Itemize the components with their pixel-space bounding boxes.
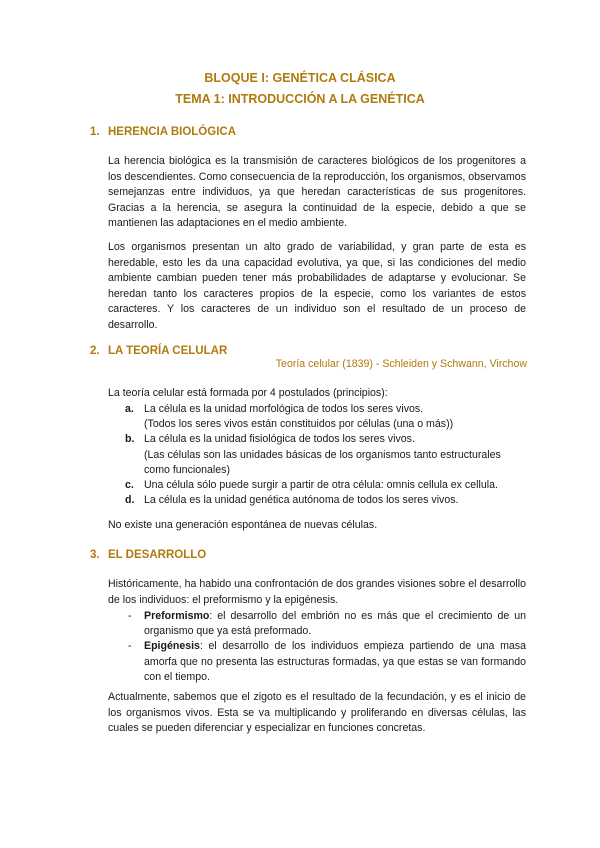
section-heading-desarrollo <box>90 549 206 561</box>
paragraph: Los organismos presentan un alto grado de variabilidad, y gran parte de esta es heredable, esto les da una capacidad evolutiva, ya que, si las condiciones del medio ambiente cambian pueden tener más probabilidades de adaptarse y evolucionar. Se heredan tanto los caracteres propios de la especie, como los variantes de estos caracteres. Y los caracteres de un individuo son el resultado de un proceso de desarrollo. <box>108 241 526 331</box>
section-number: 1. <box>90 126 100 138</box>
section-title: HERENCIA BIOLÓGICA <box>108 126 236 138</box>
list-item-note: (Las células son las unidades básicas de los organismos tanto estructurales como funcionales) <box>144 448 501 476</box>
section-title: LA TEORÍA CELULAR <box>108 345 228 357</box>
section-number: 3. <box>90 549 100 561</box>
list-item-text: La célula es la unidad genética autónoma de todos los seres vivos. <box>144 494 459 507</box>
reference-note: Teoría celular (1839) - Schleiden y Schwann, Virchow <box>275 358 527 370</box>
section-number: 2. <box>90 345 100 357</box>
definition: : el desarrollo del embrión no es más que el crecimiento de un organismo que ya está preformado. <box>144 610 526 638</box>
list-item <box>108 639 526 685</box>
views-list <box>108 609 526 685</box>
list-item-text: La célula es la unidad morfológica de todos los seres vivos. <box>144 403 424 415</box>
section-title: EL DESARROLLO <box>108 549 207 561</box>
definition: : el desarrollo de los individuos empieza partiendo de una masa amorfa que no presenta las estructuras formadas, ya que estas se van formando con el tiempo. <box>144 640 526 683</box>
topic-title: TEMA 1: INTRODUCCIÓN A LA GENÉTICA <box>175 92 425 106</box>
postulates-list <box>108 402 526 508</box>
list-marker: - <box>128 610 132 622</box>
list-item <box>108 478 526 493</box>
list-item <box>108 432 526 478</box>
list-item <box>108 493 526 508</box>
section-heading-herencia <box>90 126 236 138</box>
list-marker: b. <box>125 433 135 446</box>
paragraph: La herencia biológica es la transmisión de caracteres biológicos de los progenitores a los descendientes. Como consecuencia de la reproducción, los organismos, observamos semejanzas entre individuos, ya que heredan características de sus progenitores. Gracias a la herencia, se asegura la continuidad de la especie, debido a que se mantienen las adaptaciones en el medio ambiente. <box>108 155 526 230</box>
list-marker: a. <box>125 403 134 415</box>
list-item-text: Una célula sólo puede surgir a partir de otra célula: omnis cellula ex cellula. <box>144 479 498 492</box>
list-item <box>108 402 526 432</box>
term: Preformismo <box>144 610 210 622</box>
section-heading-teoria-celular <box>90 345 227 357</box>
list-marker: d. <box>125 494 135 507</box>
paragraph: La teoría celular está formada por 4 postulados (principios): <box>108 387 388 399</box>
paragraph: Históricamente, ha habido una confrontación de dos grandes visiones sobre el desarrollo de los individuos: el preformismo y la epigénesis. <box>108 578 526 606</box>
term: Epigénesis <box>144 640 200 653</box>
paragraph: No existe una generación espontánea de nuevas células. <box>108 519 378 531</box>
list-item-text: La célula es la unidad fisiológica de todos los seres vivos. <box>144 433 415 446</box>
list-item <box>108 609 526 639</box>
list-marker: - <box>128 640 132 653</box>
list-item-note: (Todos los seres vivos están constituidos por células (una o más)) <box>144 418 454 431</box>
list-marker: c. <box>125 479 134 492</box>
block-title: BLOQUE I: GENÉTICA CLÁSICA <box>204 71 396 85</box>
paragraph: Actualmente, sabemos que el zigoto es el resultado de la fecundación, y es el inicio de los organismos vivos. Esta se va multiplicando y proliferando en diversas células, las cuales se pueden diferenciar y especializar en funciones concretas. <box>108 691 526 735</box>
